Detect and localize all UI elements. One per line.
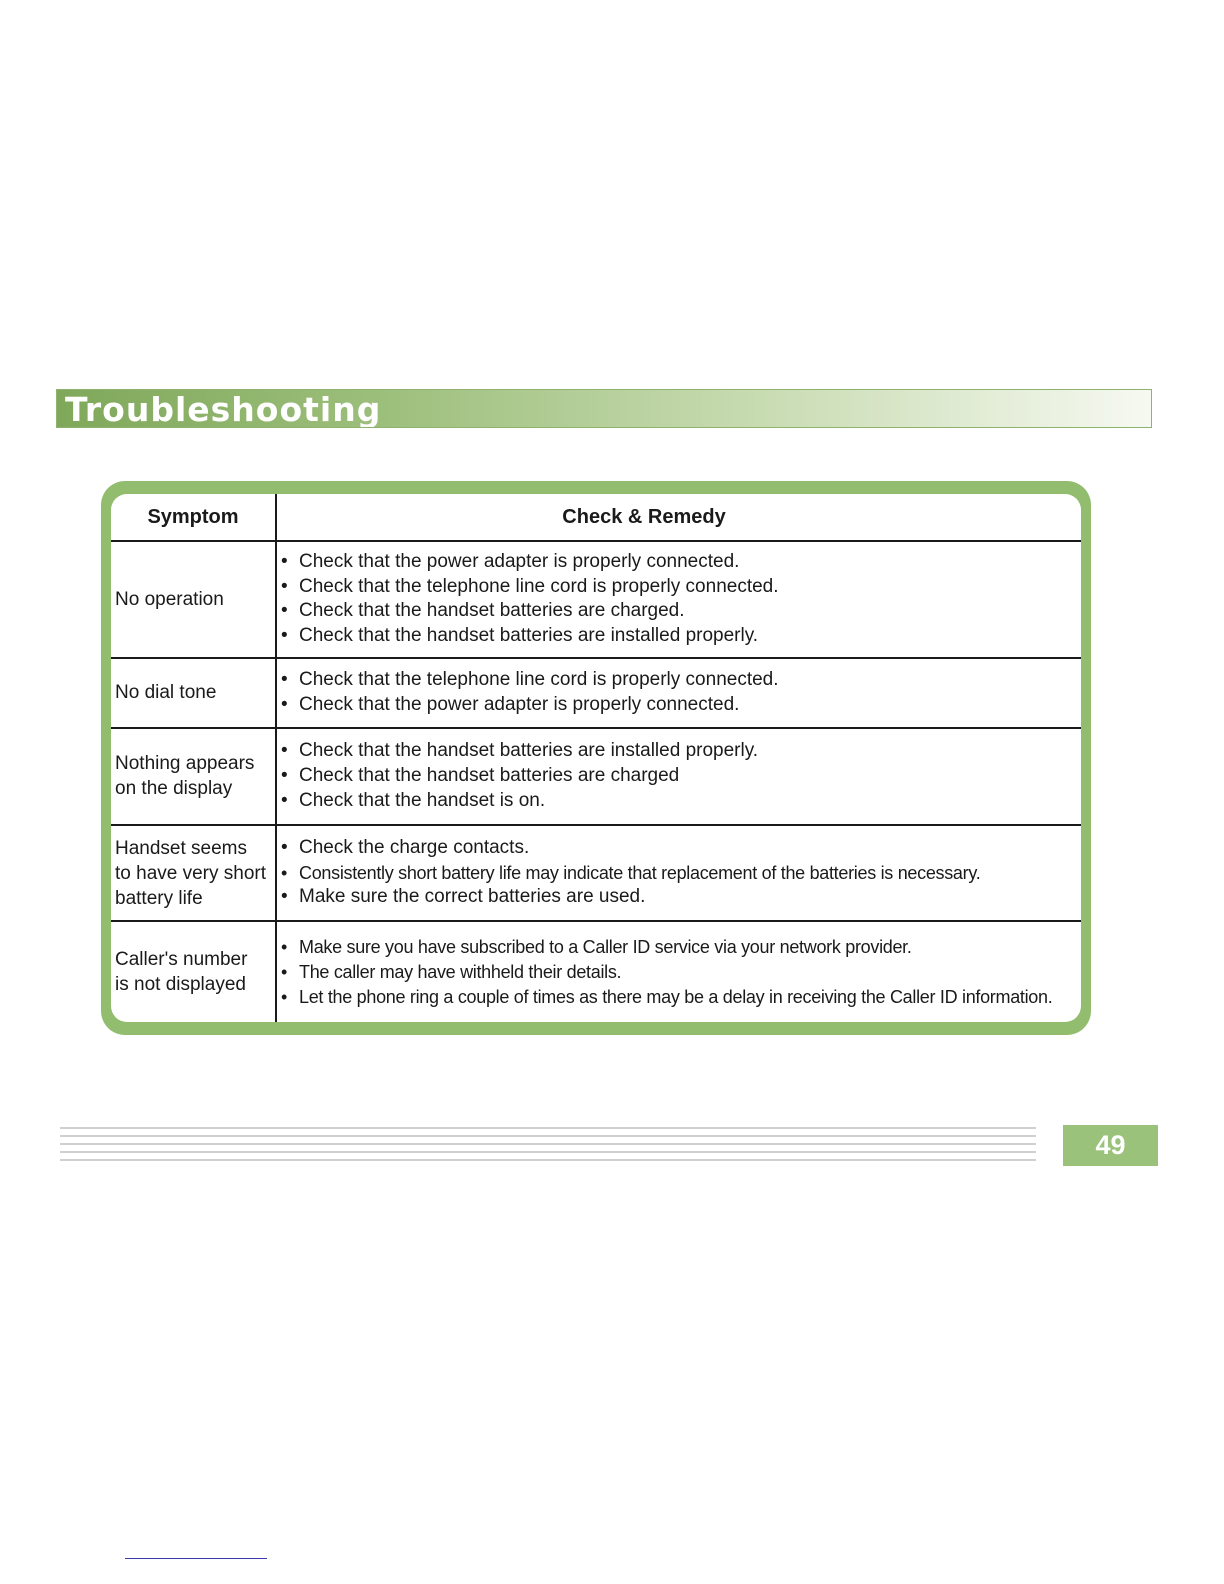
header-check-remedy: Check & Remedy [562, 505, 726, 528]
footer-line [60, 1127, 1036, 1129]
table-row [111, 658, 1081, 728]
table-header-row [111, 494, 1081, 541]
footer-decorative-lines [60, 1125, 1036, 1165]
remedy-text: Check that the power adapter is properly connected. [299, 550, 740, 572]
remedy-item [281, 885, 1081, 910]
remedy-cell [276, 825, 1081, 922]
bottom-rule [125, 1558, 267, 1559]
remedy-text: Check the charge contacts. [299, 836, 530, 858]
bullet-icon: • [281, 693, 288, 715]
remedy-cell [276, 541, 1081, 658]
remedy-text: Check that the handset batteries are installed properly. [299, 740, 759, 762]
remedy-text: Check that the telephone line cord is properly connected. [299, 575, 779, 597]
remedy-text: Check that the handset batteries are installed properly. [299, 625, 759, 647]
remedy-item [281, 861, 1081, 886]
remedy-list [277, 935, 1081, 1009]
symptom-text: No operation [115, 588, 224, 610]
troubleshooting-table-inner [111, 494, 1081, 1022]
remedy-item [281, 550, 1081, 575]
remedy-item [281, 836, 1081, 861]
remedy-text: Check that the handset batteries are charged. [299, 600, 685, 622]
section-title: Troubleshooting [65, 390, 382, 428]
header-symptom: Symptom [111, 494, 276, 541]
bullet-icon: • [281, 937, 288, 958]
remedy-list [277, 836, 1081, 910]
bullet-icon: • [281, 836, 288, 858]
remedy-item [281, 624, 1081, 649]
symptom-cell [111, 921, 276, 1022]
footer-line [60, 1135, 1036, 1137]
footer-line [60, 1143, 1036, 1145]
remedy-item [281, 985, 1081, 1010]
remedy-item [281, 693, 1081, 718]
remedy-item [281, 960, 1081, 985]
troubleshooting-table [111, 494, 1081, 1022]
bullet-icon: • [281, 961, 288, 982]
bullet-icon: • [281, 550, 288, 572]
bullet-icon: • [281, 886, 288, 908]
bullet-icon: • [281, 862, 288, 883]
remedy-list [277, 739, 1081, 813]
troubleshooting-table-frame [101, 481, 1091, 1035]
bullet-icon: • [281, 765, 288, 787]
bullet-icon: • [281, 986, 288, 1007]
remedy-cell [276, 728, 1081, 825]
symptom-cell [111, 541, 276, 658]
remedy-item [281, 935, 1081, 960]
remedy-text: Let the phone ring a couple of times as there may be a delay in receiving the Caller ID information. [299, 986, 1053, 1007]
remedy-item [281, 764, 1081, 789]
remedy-text: Check that the handset is on. [299, 789, 546, 811]
bullet-icon: • [281, 575, 288, 597]
table-row [111, 541, 1081, 658]
remedy-list [277, 550, 1081, 649]
remedy-text: Consistently short battery life may indicate that replacement of the batteries is necessary. [299, 862, 981, 883]
footer-line [60, 1159, 1036, 1161]
bullet-icon: • [281, 600, 288, 622]
bullet-icon: • [281, 625, 288, 647]
symptom-text: Handset seems to have very short battery life [115, 837, 267, 909]
bullet-icon: • [281, 669, 288, 691]
remedy-item [281, 599, 1081, 624]
remedy-item [281, 668, 1081, 693]
symptom-text: Caller's number is not displayed [115, 949, 248, 996]
remedy-item [281, 739, 1081, 764]
remedy-text: Check that the power adapter is properly connected. [299, 693, 740, 715]
footer-line [60, 1151, 1036, 1153]
bullet-icon: • [281, 740, 288, 762]
table-row [111, 921, 1081, 1022]
symptom-cell [111, 658, 276, 728]
table-row [111, 728, 1081, 825]
symptom-text: No dial tone [115, 682, 217, 704]
remedy-text: Make sure the correct batteries are used. [299, 886, 646, 908]
section-header-bar [56, 389, 1152, 428]
table-row [111, 825, 1081, 922]
symptom-text: Nothing appears on the display [115, 753, 255, 800]
remedy-text: The caller may have withheld their details. [299, 961, 622, 982]
remedy-item [281, 789, 1081, 814]
remedy-text: Check that the telephone line cord is properly connected. [299, 669, 779, 691]
remedy-cell [276, 658, 1081, 728]
remedy-list [277, 668, 1081, 717]
remedy-text: Check that the handset batteries are charged [299, 765, 680, 787]
symptom-cell [111, 728, 276, 825]
remedy-cell [276, 921, 1081, 1022]
table-body [111, 541, 1081, 1022]
bullet-icon: • [281, 789, 288, 811]
page-number-badge: 49 [1063, 1125, 1158, 1166]
remedy-item [281, 575, 1081, 600]
symptom-cell [111, 825, 276, 922]
remedy-text: Make sure you have subscribed to a Caller ID service via your network provider. [299, 937, 912, 958]
